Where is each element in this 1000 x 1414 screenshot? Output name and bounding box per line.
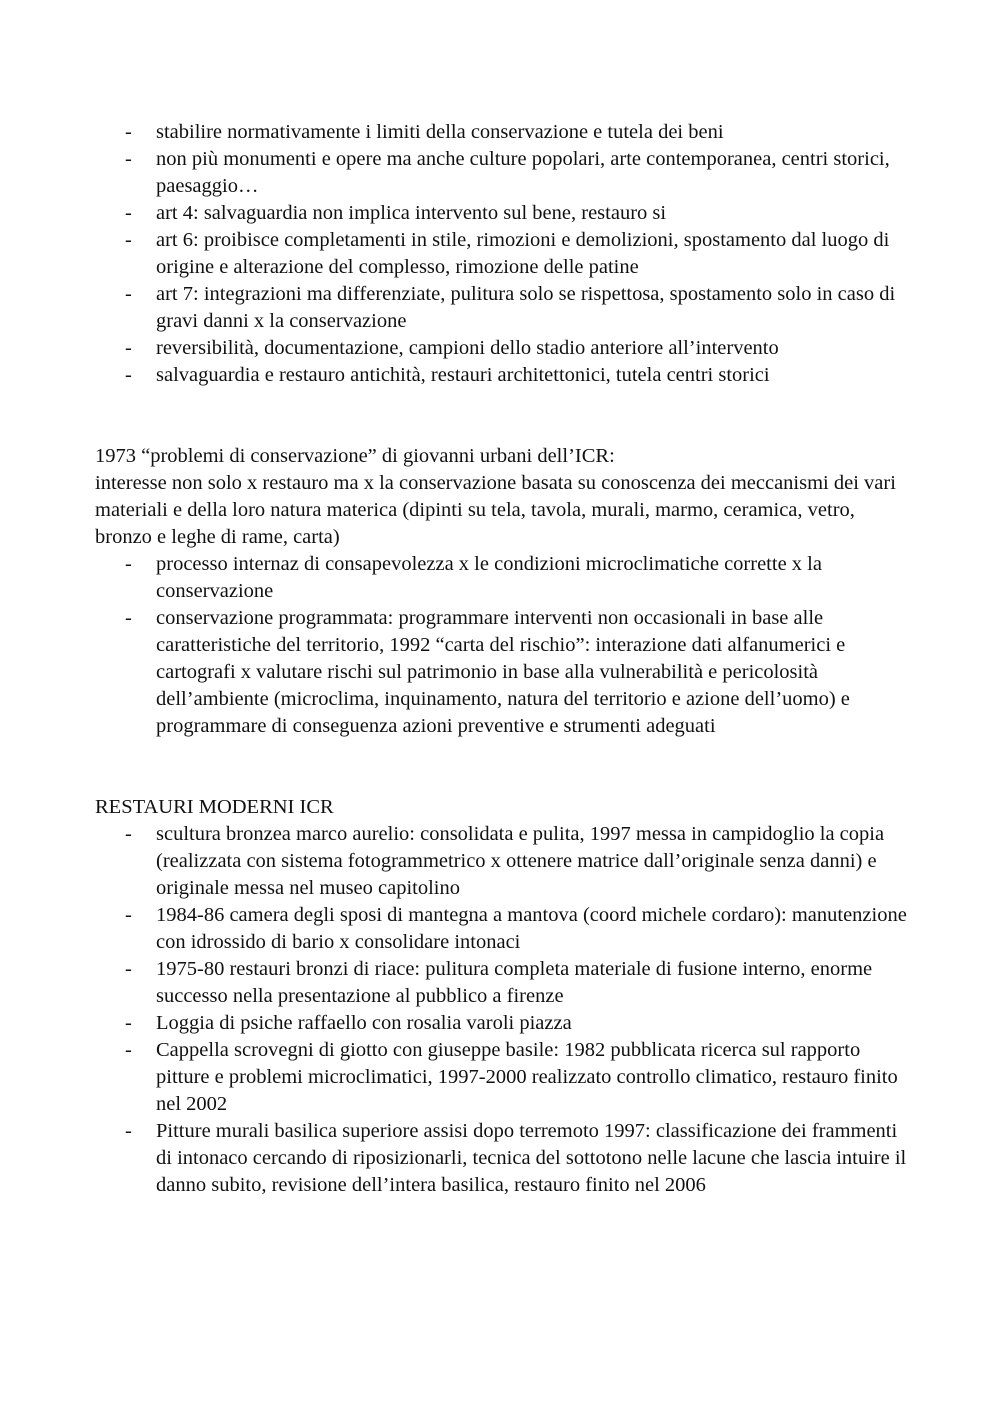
list-item-text: conservazione programmata: programmare interventi non occasionali in base alle caratteristiche del territorio, 1992 “carta del rischio”: interazione dati alfanumerici e cartografi x valutare rischi sul patrimonio in base alla vulnerabilità e pericolosità dell’ambiente (microclima, inquinamento, natura del territorio e azione dell’uomo) e programmare di conseguenza azioni preventive e strumenti adeguati	[156, 607, 850, 737]
list-item	[95, 1010, 910, 1037]
list-item	[95, 281, 910, 335]
list-item	[95, 335, 910, 362]
list-item	[95, 146, 910, 200]
list-item-text: scultura bronzea marco aurelio: consolidata e pulita, 1997 messa in campidoglio la copia (realizzata con sistema fotogrammetrico x ottenere matrice dall’originale senza danni) e originale messa nel museo capitolino	[156, 823, 885, 899]
dash-bullet: -	[125, 958, 132, 980]
list-item	[95, 1118, 910, 1199]
dash-bullet: -	[125, 337, 132, 359]
document-body	[95, 119, 910, 1199]
dash-bullet: -	[125, 823, 132, 845]
dash-bullet: -	[125, 283, 132, 305]
list-item-text: Loggia di psiche raffaello con rosalia varoli piazza	[156, 1012, 572, 1034]
dash-bullet: -	[125, 1012, 132, 1034]
list-item-text: art 6: proibisce completamenti in stile, rimozioni e demolizioni, spostamento dal luogo di origine e alterazione del complesso, rimozione delle patine	[156, 229, 890, 278]
dash-bullet: -	[125, 121, 132, 143]
dash-bullet: -	[125, 904, 132, 926]
list-item	[95, 362, 910, 389]
dash-bullet: -	[125, 607, 132, 629]
list-item	[95, 119, 910, 146]
list-item	[95, 551, 910, 605]
dash-bullet: -	[125, 1039, 132, 1061]
list-item	[95, 200, 910, 227]
list-item	[95, 821, 910, 902]
list-item-text: 1984-86 camera degli sposi di mantegna a mantova (coord michele cordaro): manutenzione con idrossido di bario x consolidare intonaci	[156, 904, 907, 953]
list-item	[95, 605, 910, 740]
list-item-text: art 4: salvaguardia non implica intervento sul bene, restauro si	[156, 202, 667, 224]
list-item-text: stabilire normativamente i limiti della conservazione e tutela dei beni	[156, 121, 724, 143]
dash-bullet: -	[125, 202, 132, 224]
section-spacer	[95, 740, 910, 794]
bullet-list	[95, 119, 910, 389]
paragraph: interesse non solo x restauro ma x la conservazione basata su conoscenza dei meccanismi dei vari materiali e della loro natura materica (dipinti su tela, tavola, murali, marmo, ceramica, vetro, bronzo e leghe di rame, carta)	[95, 472, 896, 548]
dash-bullet: -	[125, 364, 132, 386]
list-item	[95, 902, 910, 956]
list-item-text: Cappella scrovegni di giotto con giuseppe basile: 1982 pubblicata ricerca sul rapporto pitture e problemi microclimatici, 1997-2000 realizzato controllo climatico, restauro finito nel 2002	[156, 1039, 898, 1115]
list-item-text: Pitture murali basilica superiore assisi dopo terremoto 1997: classificazione dei frammenti di intonaco cercando di riposizionarli, tecnica del sottotono nelle lacune che lascia intuire il danno subito, revisione dell’intera basilica, restauro finito nel 2006	[156, 1120, 907, 1196]
list-item-text: reversibilità, documentazione, campioni dello stadio anteriore all’intervento	[156, 337, 779, 359]
section-heading: RESTAURI MODERNI ICR	[95, 796, 334, 818]
list-item	[95, 227, 910, 281]
dash-bullet: -	[125, 148, 132, 170]
section-heading: 1973 “problemi di conservazione” di giovanni urbani dell’ICR:	[95, 445, 615, 467]
dash-bullet: -	[125, 553, 132, 575]
list-item	[95, 1037, 910, 1118]
section-convention-articles	[95, 119, 910, 389]
section-restauri-moderni	[95, 794, 910, 1199]
list-item-text: non più monumenti e opere ma anche culture popolari, arte contemporanea, centri storici, paesaggio…	[156, 148, 890, 197]
list-item-text: salvaguardia e restauro antichità, restauri architettonici, tutela centri storici	[156, 364, 770, 386]
bullet-list	[95, 821, 910, 1199]
list-item-text: art 7: integrazioni ma differenziate, pulitura solo se rispettosa, spostamento solo in caso di gravi danni x la conservazione	[156, 283, 896, 332]
list-item	[95, 956, 910, 1010]
section-spacer	[95, 389, 910, 443]
dash-bullet: -	[125, 1120, 132, 1142]
list-item-text: processo internaz di consapevolezza x le condizioni microclimatiche corrette x la conservazione	[156, 553, 822, 602]
section-urbani-1973	[95, 443, 910, 740]
bullet-list	[95, 551, 910, 740]
dash-bullet: -	[125, 229, 132, 251]
list-item-text: 1975-80 restauri bronzi di riace: pulitura completa materiale di fusione interno, enorme successo nella presentazione al pubblico a firenze	[156, 958, 873, 1007]
